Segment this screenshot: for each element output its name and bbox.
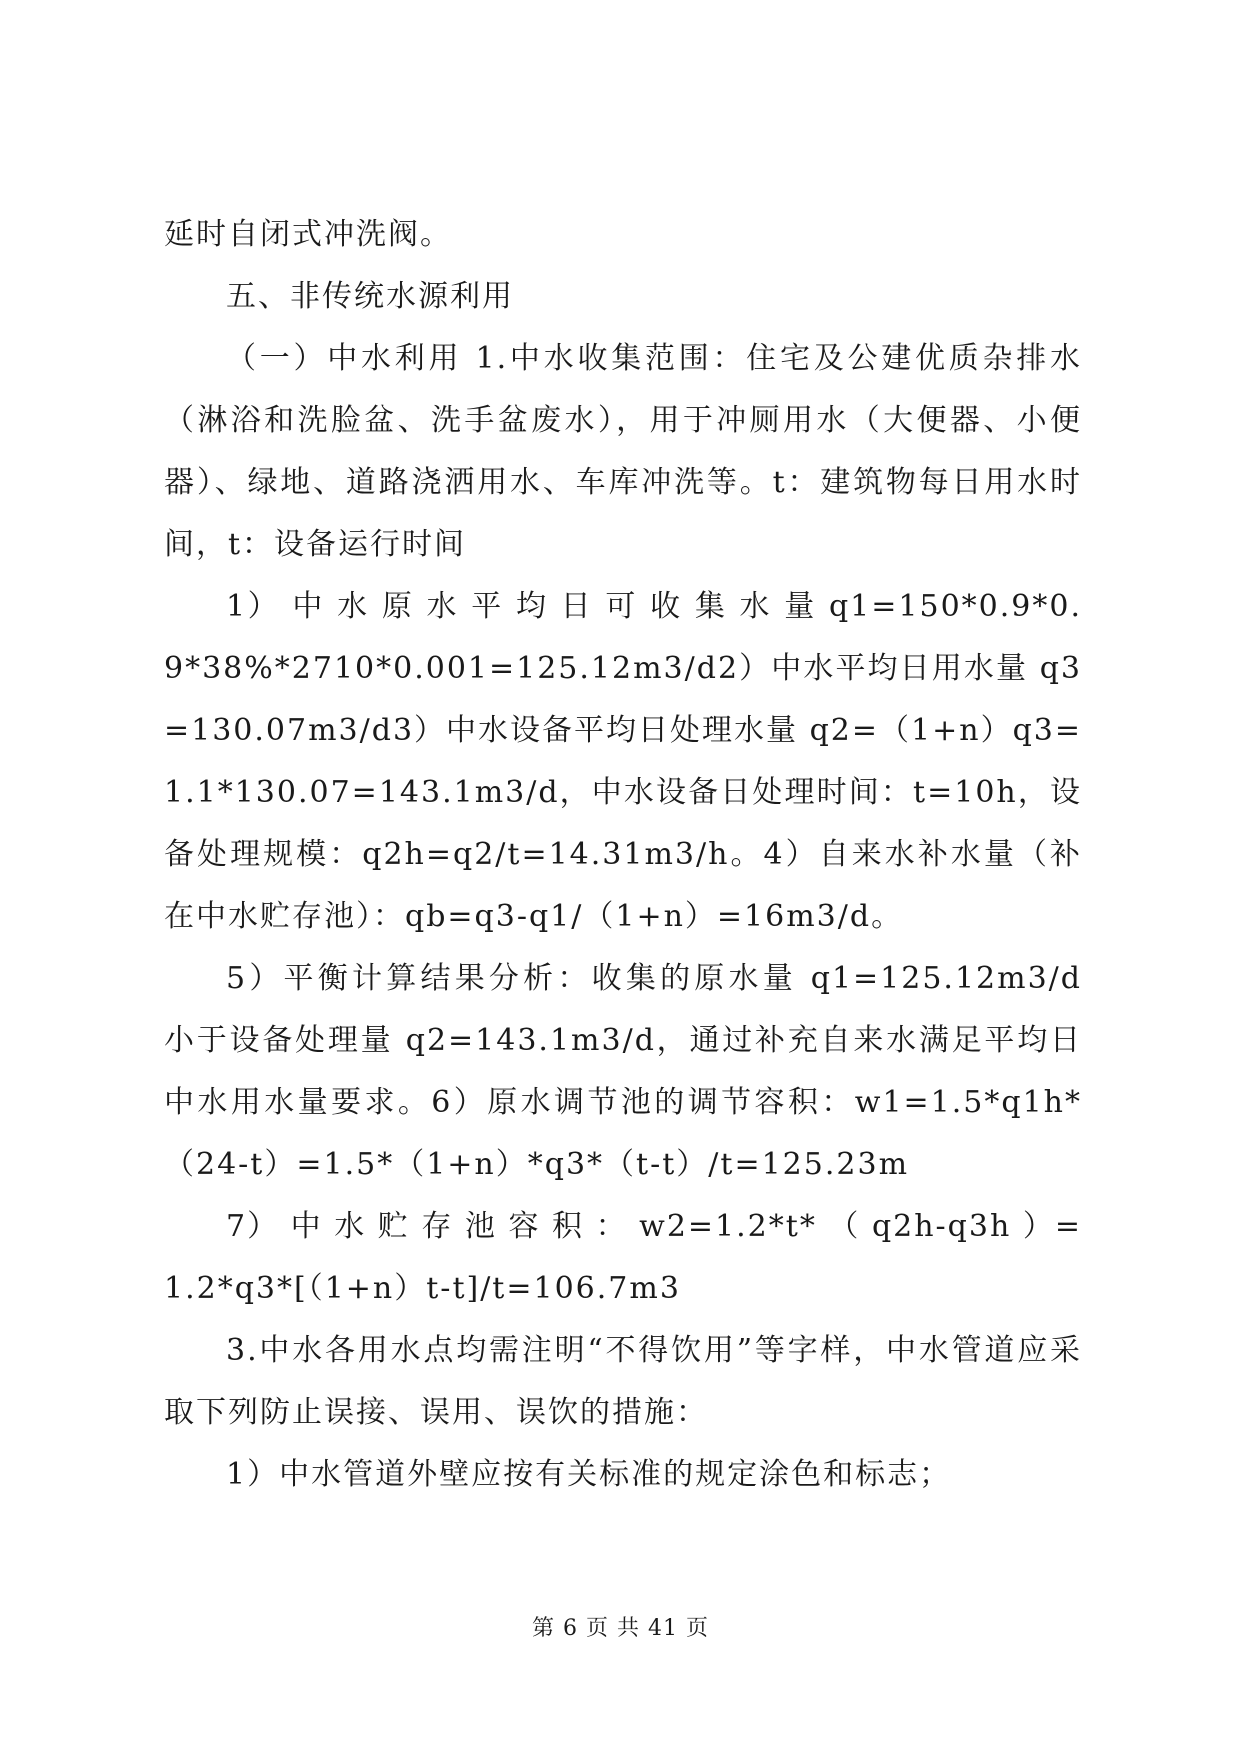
paragraph-pipe-marking: 1）中水管道外壁应按有关标准的规定涂色和标志； xyxy=(226,1457,952,1492)
paragraph-water-quantity-calc: 1） 中 水 原 水 平 均 日 可 收 集 水 量 q1=150*0.9*0.9*38%*2710*0.001=125.12m3/d2）中水平均日用水量 q3=130.07m3/d3）中水设备平均日处理水量 q2=（1+n）q3=1.1*130.07=143.1m3/d，中水设备日处理时间：t=10h，设备处理规模：q2h=q2/t=14.31m3/h。4）自来水补水量（补在中水贮存池）：qb=q3-q1/（1+n）=16m3/d。 xyxy=(164,589,1082,934)
paragraph-balance-analysis: 5）平衡计算结果分析：收集的原水量 q1=125.12m3/d 小于设备处理量 q2=143.1m3/d，通过补充自来水满足平均日中水用水量要求。6）原水调节池的调节容积：w1=1.5*q1h*（24-t）=1.5*（1+n）*q3*（t-t）/t=125.23m xyxy=(164,961,1082,1182)
document-body xyxy=(164,204,1082,1506)
page-footer: 第 6 页 共 41 页 xyxy=(532,1616,709,1641)
paragraph-labeling-measures: 3.中水各用水点均需注明“不得饮用”等字样，中水管道应采取下列防止误接、误用、误饮的措施： xyxy=(164,1333,1082,1430)
paragraph-storage-volume: 7） 中 水 贮 存 池 容 积 ： w2=1.2*t* （ q2h-q3h ）=1.2*q3*[（1+n）t-t]/t=106.7m3 xyxy=(164,1209,1082,1306)
section-heading-5: 五、非传统水源利用 xyxy=(226,279,514,314)
paragraph-1: 延时自闭式冲洗阀。 xyxy=(164,217,452,252)
paragraph-reclaimed-water-scope: （一）中水利用 1.中水收集范围：住宅及公建优质杂排水（淋浴和洗脸盆、洗手盆废水），用于冲厕用水（大便器、小便器）、绿地、道路浇洒用水、车库冲洗等。t：建筑物每日用水时间，t：设备运行时间 xyxy=(164,341,1082,562)
